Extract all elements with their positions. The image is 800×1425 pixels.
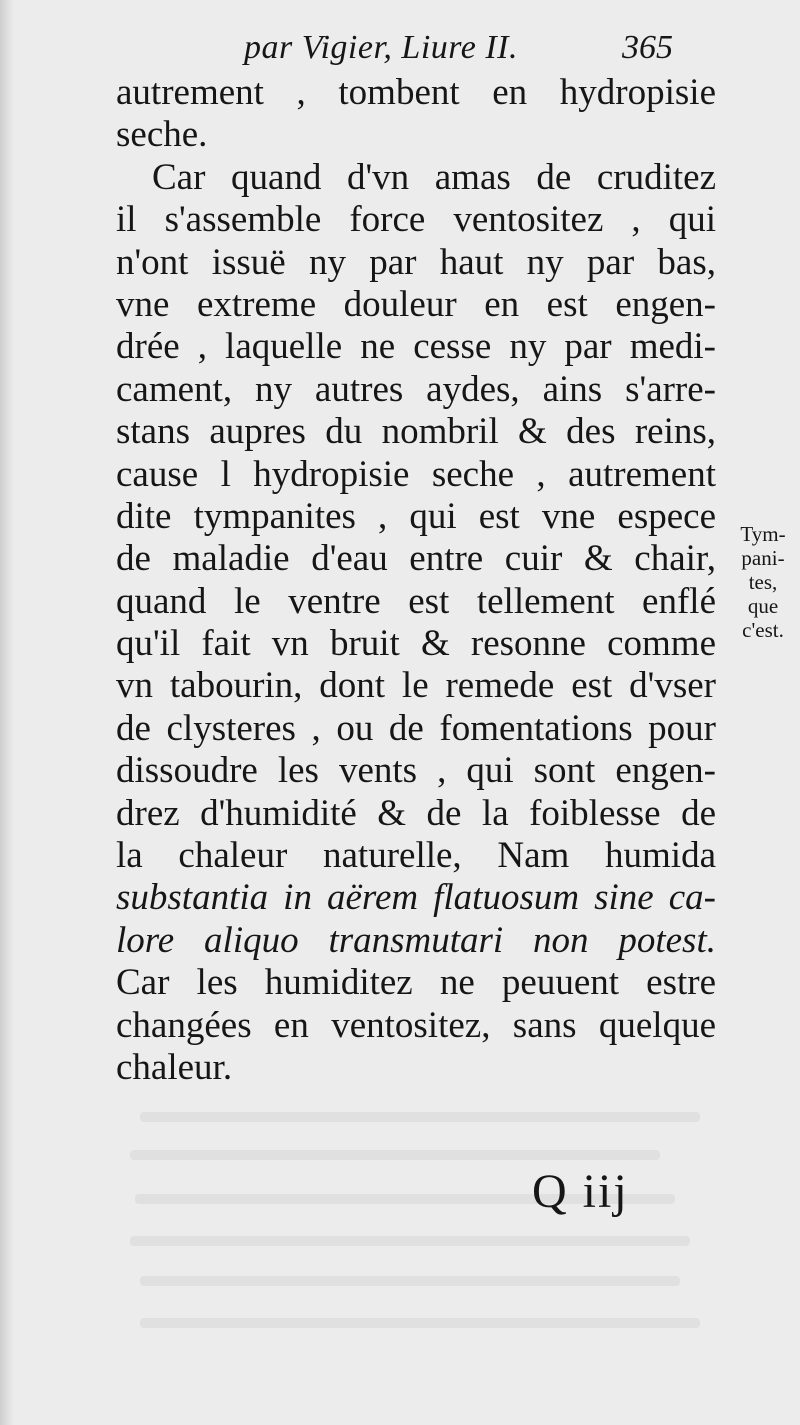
text-line: cament, ny autres aydes, ains s'arre- [116, 368, 716, 410]
text-line: de clysteres , ou de fomentations pour [116, 707, 716, 749]
margin-note-line: Tym- [740, 522, 786, 546]
bleed-through-mark [140, 1112, 700, 1122]
text-line: lore aliquo transmutari non potest. [116, 919, 716, 961]
text-line: de maladie d'eau entre cuir & chair, [116, 538, 716, 580]
text-line: autrement , tombent en hydropisie [116, 72, 716, 113]
running-title: par Vigier, Liure II. [244, 29, 518, 66]
page-number: 365 [622, 29, 673, 66]
bleed-through-mark [130, 1150, 660, 1160]
text-line: drez d'humidité & de la foiblesse de [116, 792, 716, 834]
text-line: il s'assemble force ventositez , qui [116, 199, 716, 241]
text-line: chaleur. [116, 1046, 233, 1088]
margin-note-line: tes, [748, 570, 778, 594]
bleed-through-mark [140, 1318, 700, 1328]
running-head [0, 26, 800, 70]
text-line: stans aupres du nombril & des reins, [116, 411, 716, 453]
text-line: qu'il fait vn bruit & resonne comme [116, 623, 716, 665]
text-line: seche. [116, 114, 208, 156]
text-line: vn tabourin, dont le remede est d'vser [116, 665, 716, 707]
text-line: changées en ventositez, sans quelque [116, 1004, 716, 1046]
text-line: la chaleur naturelle, Nam humida [116, 835, 716, 877]
page-edge-shadow [0, 0, 14, 1425]
body-text [116, 72, 716, 1089]
text-line: quand le ventre est tellement enflé [116, 580, 716, 622]
text-line: n'ont issuë ny par haut ny par bas, [116, 241, 716, 283]
text-line: dissoudre les vents , qui sont engen- [116, 750, 716, 792]
text-line: cause l hydropisie seche , autrement [116, 453, 716, 495]
text-line: vne extreme douleur en est engen- [116, 283, 716, 325]
margin-note-line: pani- [741, 546, 785, 570]
margin-note-line: c'est. [742, 618, 784, 642]
bleed-through-mark [140, 1276, 680, 1286]
bleed-through-mark [130, 1236, 690, 1246]
text-line: substantia in aërem flatuosum sine ca- [116, 877, 716, 919]
margin-note-line: que [747, 594, 779, 618]
signature-mark: Q iij [532, 1165, 629, 1218]
text-line: dite tympanites , qui est vne espece [116, 495, 716, 537]
margin-note [730, 522, 796, 642]
text-line: Car les humiditez ne peuuent estre [116, 962, 716, 1004]
text-line: drée , laquelle ne cesse ny par medi- [116, 326, 716, 368]
text-line: Car quand d'vn amas de cruditez [152, 156, 716, 198]
